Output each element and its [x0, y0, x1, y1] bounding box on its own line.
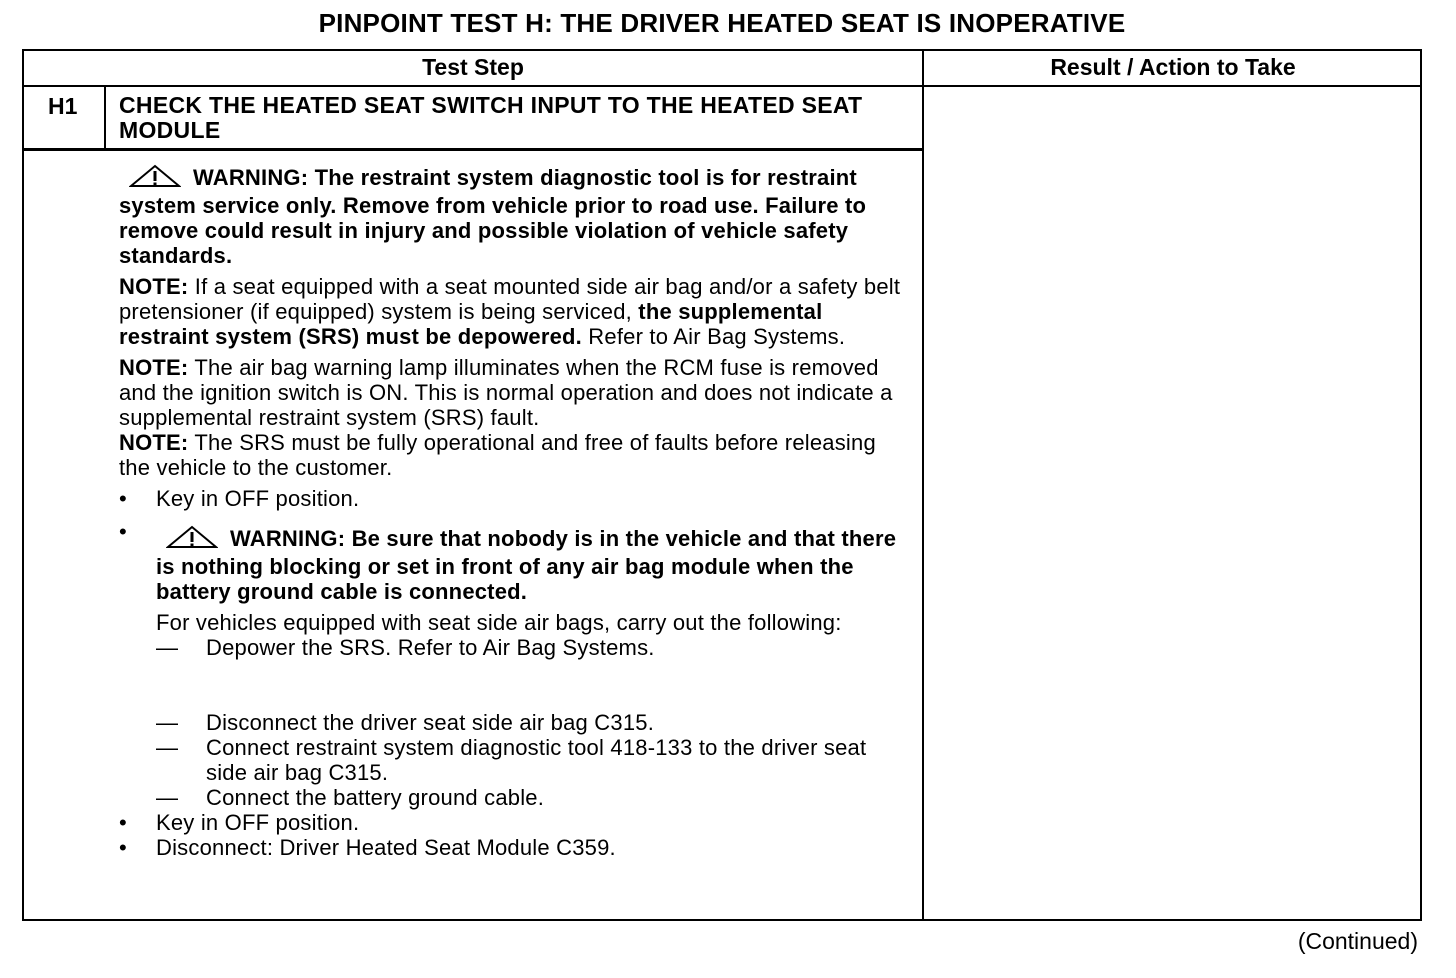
list-item [156, 710, 909, 735]
note1-text: If a seat equipped with a seat mounted side air bag and/or a safety belt pretensioner (if equipped) system is being serviced, [119, 274, 901, 324]
dash4-text: Connect the battery ground cable. [206, 785, 545, 810]
list-item [119, 810, 909, 835]
table-header-row [24, 51, 1420, 87]
bullet-mark: • [119, 835, 127, 860]
warning2-text: WARNING: Be sure that nobody is in the vehicle and that there is nothing blocking or set in front of any air bag module when the battery ground cable is connected. [156, 526, 897, 604]
dash-mark: — [156, 735, 179, 760]
list-item [119, 519, 909, 810]
dash1-text: Depower the SRS. Refer to Air Bag Systems. [206, 635, 655, 660]
bullet-mark: • [119, 486, 127, 511]
list-item [156, 785, 909, 810]
column-divider [922, 51, 924, 919]
warning-nobody-in-vehicle [156, 525, 909, 604]
header-test-step: Test Step [422, 54, 524, 80]
warning2-followup: For vehicles equipped with seat side air bags, carry out the following: [156, 610, 842, 635]
bullet3-text: Disconnect: Driver Heated Seat Module C359. [156, 835, 616, 860]
step-content [119, 164, 909, 860]
bullet1-text: Key in OFF position. [156, 486, 360, 511]
list-item [119, 486, 909, 511]
bullet-mark: • [119, 810, 127, 835]
bullet-mark: • [119, 519, 127, 544]
note3-text: The SRS must be fully operational and free of faults before releasing the vehicle to the customer. [119, 430, 876, 480]
warning1-text: WARNING: The restraint system diagnostic tool is for restraint system service only. Remove from vehicle prior to road use. Failure to remove could result in injury and possible violation of vehicle safety standards. [119, 165, 867, 268]
step-title: CHECK THE HEATED SEAT SWITCH INPUT TO THE HEATED SEAT MODULE [119, 92, 863, 143]
warning-triangle-icon [129, 164, 181, 193]
continued-label: (Continued) [1297, 928, 1418, 954]
dash2-text: Disconnect the driver seat side air bag C315. [206, 710, 655, 735]
dash-mark: — [156, 710, 179, 735]
list-item [156, 735, 909, 785]
step-id: H1 [48, 93, 78, 119]
step-title-divider [24, 148, 922, 151]
note-warning-lamp [119, 355, 909, 430]
list-item [156, 635, 909, 660]
warning-triangle-icon [166, 525, 218, 554]
list-item [119, 835, 909, 860]
step-id-cell [24, 87, 106, 149]
note3-label: NOTE: [119, 430, 189, 455]
dash-mark: — [156, 635, 179, 660]
note2-label: NOTE: [119, 355, 189, 380]
dash-mark: — [156, 785, 179, 810]
note1-label: NOTE: [119, 274, 189, 299]
note1-bold-text: the supplemental restraint system (SRS) must be depowered. [119, 299, 823, 349]
note-depower [119, 274, 909, 349]
note2-text: The air bag warning lamp illuminates when the RCM fuse is removed and the ignition switch is ON. This is normal operation and does not indicate a supplemental restraint system (SRS) fault. [119, 355, 893, 430]
note-srs-operational [119, 430, 909, 480]
dash3-text: Connect restraint system diagnostic tool 418-133 to the driver seat side air bag C315. [206, 735, 867, 785]
note1-reference: Refer to Air Bag Systems. [582, 324, 846, 349]
pinpoint-test-table [22, 49, 1422, 921]
bullet2-text: Key in OFF position. [156, 810, 360, 835]
header-result-action: Result / Action to Take [1050, 54, 1296, 80]
warning-restraint-tool [119, 164, 909, 268]
page-title: PINPOINT TEST H: THE DRIVER HEATED SEAT IS INOPERATIVE [318, 8, 1126, 38]
